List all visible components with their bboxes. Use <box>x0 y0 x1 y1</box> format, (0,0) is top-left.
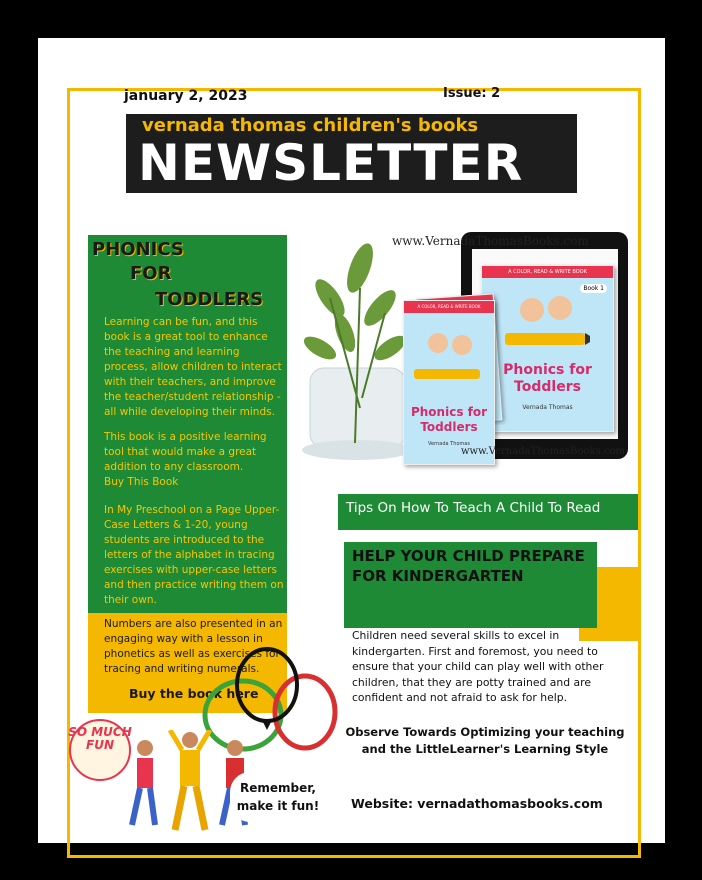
brand-name: vernada thomas children's books <box>142 115 479 136</box>
kid-2 <box>170 730 210 830</box>
remember-text: Remember, make it fun! <box>236 781 320 813</box>
kids-on-pencil-illustration <box>500 288 590 358</box>
issue-date: january 2, 2023 <box>124 88 248 104</box>
phonics-paragraph-3: In My Preschool on a Page Upper-Case Letters & 1-20, young students are introduced to the letters of the alphabet in tracing exercises with upper-case letters and then practice writing them on their own. <box>104 504 284 606</box>
phonics-heading-2: FOR <box>130 263 172 284</box>
tablet-book-title-line-2: Toddlers <box>514 379 581 395</box>
phonics-paragraph-1: Learning can be fun, and this book is a great tool to enhance the teaching and learning process, allow children to interact with their teachers, and improve the teacher/student relationship - all while developing their minds. <box>104 316 282 418</box>
issue-number: Issue: 2 <box>443 86 501 101</box>
tablet-book-title <box>482 362 613 396</box>
front-book-title-line-1: Phonics for <box>410 405 488 419</box>
website-url-bottom: www.VernadaThomasBooks.com <box>461 446 626 457</box>
help-title: HELP YOUR CHILD PREPARE FOR KINDERGARTEN <box>352 547 585 585</box>
observe-link[interactable]: Observe Towards Optimizing your teaching and the LittleLearner's Learning Style <box>345 725 625 756</box>
tablet-book-author: Vernada Thomas <box>522 404 573 411</box>
buy-this-book-link[interactable]: Buy This Book <box>104 476 179 488</box>
website-url-top: www.VernadaThomasBooks.com <box>392 234 589 248</box>
phonics-paragraph-2 <box>104 430 284 490</box>
front-book-cover <box>403 300 495 465</box>
tips-read-link[interactable]: Tips On How To Teach A Child To Read <box>338 494 638 530</box>
tablet-book-band: A COLOR, READ & WRITE BOOK <box>482 266 613 278</box>
kid-1 <box>132 740 155 825</box>
red-balloon <box>275 676 335 748</box>
phonics-heading-1: PHONICS <box>92 239 184 260</box>
phonics-heading-3: TODDLERS <box>155 289 264 310</box>
website-address: Website: vernadathomasbooks.com <box>351 796 603 811</box>
front-book-band: A COLOR, READ & WRITE BOOK <box>404 301 494 313</box>
plant-leaves <box>300 240 409 365</box>
tablet-book-title-line-1: Phonics for <box>503 362 592 378</box>
front-book-title <box>404 405 494 435</box>
front-book-illustration <box>410 321 488 391</box>
phonics-paragraph-2-text: This book is a positive learning tool that would make a great addition to any classroom. <box>104 431 267 473</box>
so-much-fun-text: SO MUCH FUN <box>68 725 132 752</box>
plant-illustration <box>300 228 420 468</box>
buy-the-book-link[interactable]: Buy the book here <box>129 686 259 701</box>
front-book-author: Vernada Thomas <box>428 441 470 447</box>
phonics-paragraph-4: Numbers are also presented in an engaging way with a lesson in phonetics as well as exercises for tracing and writing numerals. <box>104 618 283 675</box>
front-book-title-line-2: Toddlers <box>420 420 478 434</box>
help-body: Children need several skills to excel in kindergarten. First and foremost, you need to ensure that your child can play well with other children, that they are potty trained and are confident and not afraid to ask for help. <box>352 629 604 704</box>
book-level-badge: Book 1 <box>580 284 607 293</box>
newsletter-title: NEWSLETTER <box>138 134 524 192</box>
vase-base <box>302 440 412 460</box>
